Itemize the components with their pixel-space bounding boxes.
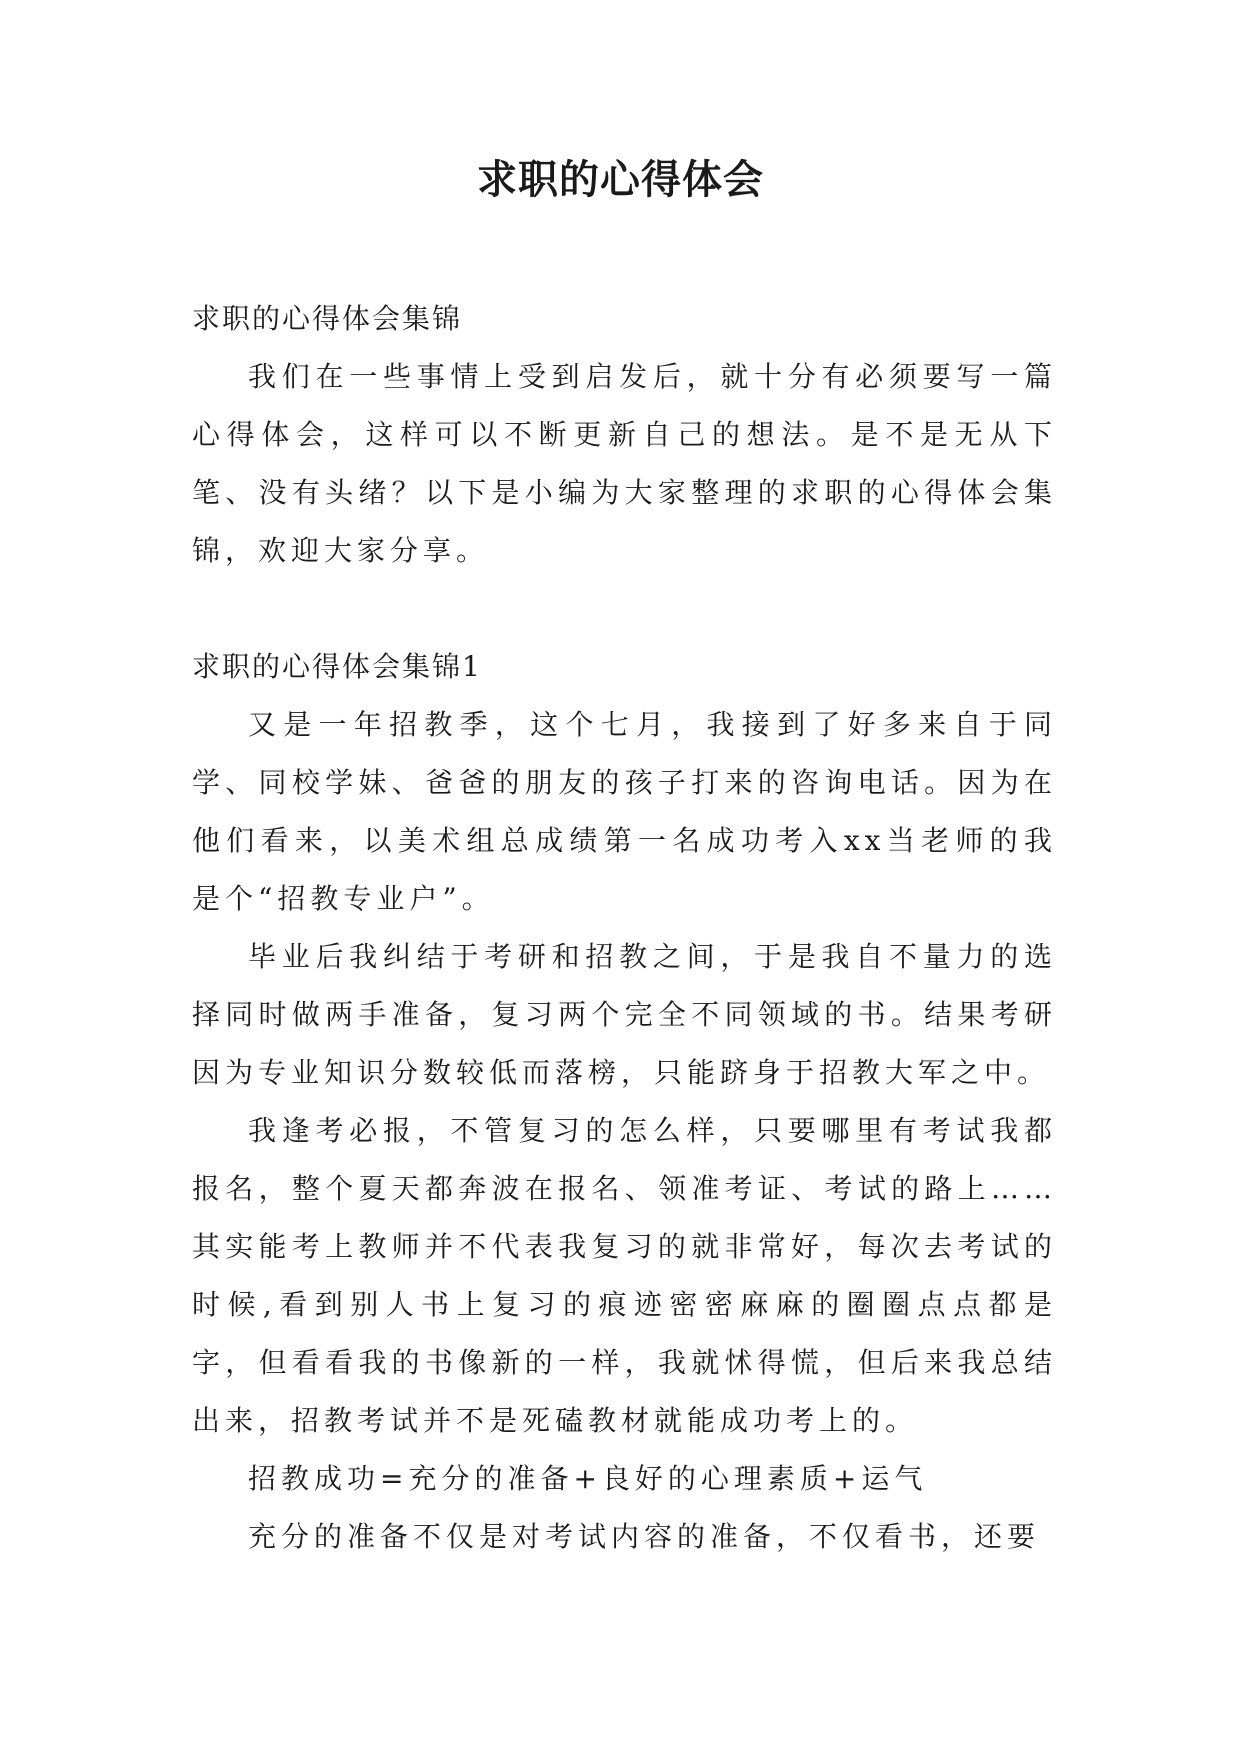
body-paragraph: 我逢考必报，不管复习的怎么样，只要哪里有考试我都报名，整个夏天都奔波在报名、领准考证、考试的路上……其实能考上教师并不代表我复习的就非常好，每次去考试的时候,看到别人书上复习的痕迹密密麻麻的圈圈点点都是字，但看看我的书像新的一样，我就怵得慌，但后来我总结出来，招教考试并不是死磕教材就能成功考上的。: [192, 1114, 1057, 1437]
document-title: 求职的心得体会: [477, 156, 764, 203]
body-paragraph: 又是一年招教季，这个七月，我接到了好多来自于同学、同校学妹、爸爸的朋友的孩子打来的咨询电话。因为在他们看来，以美术组总成绩第一名成功考入xx当老师的我是个“招教专业户”。: [192, 708, 1057, 915]
body-paragraph: 毕业后我纠结于考研和招教之间，于是我自不量力的选择同时做两手准备，复习两个完全不同领域的书。结果考研因为专业知识分数较低而落榜，只能跻身于招教大军之中。: [192, 940, 1057, 1089]
body-paragraph: 充分的准备不仅是对考试内容的准备，不仅看书，还要: [248, 1520, 1041, 1553]
intro-paragraph: 我们在一些事情上受到启发后，就十分有必须要写一篇心得体会，这样可以不断更新自己的想法。是不是无从下笔、没有头绪？以下是小编为大家整理的求职的心得体会集锦，欢迎大家分享。: [192, 360, 1057, 567]
section-heading: 求职的心得体会集锦1: [192, 650, 482, 683]
formula-paragraph: 招教成功=充分的准备+良好的心理素质+运气: [248, 1462, 928, 1495]
document-body: [192, 290, 1057, 1566]
intro-heading: 求职的心得体会集锦: [192, 302, 463, 335]
section-spacer: [192, 580, 1057, 638]
